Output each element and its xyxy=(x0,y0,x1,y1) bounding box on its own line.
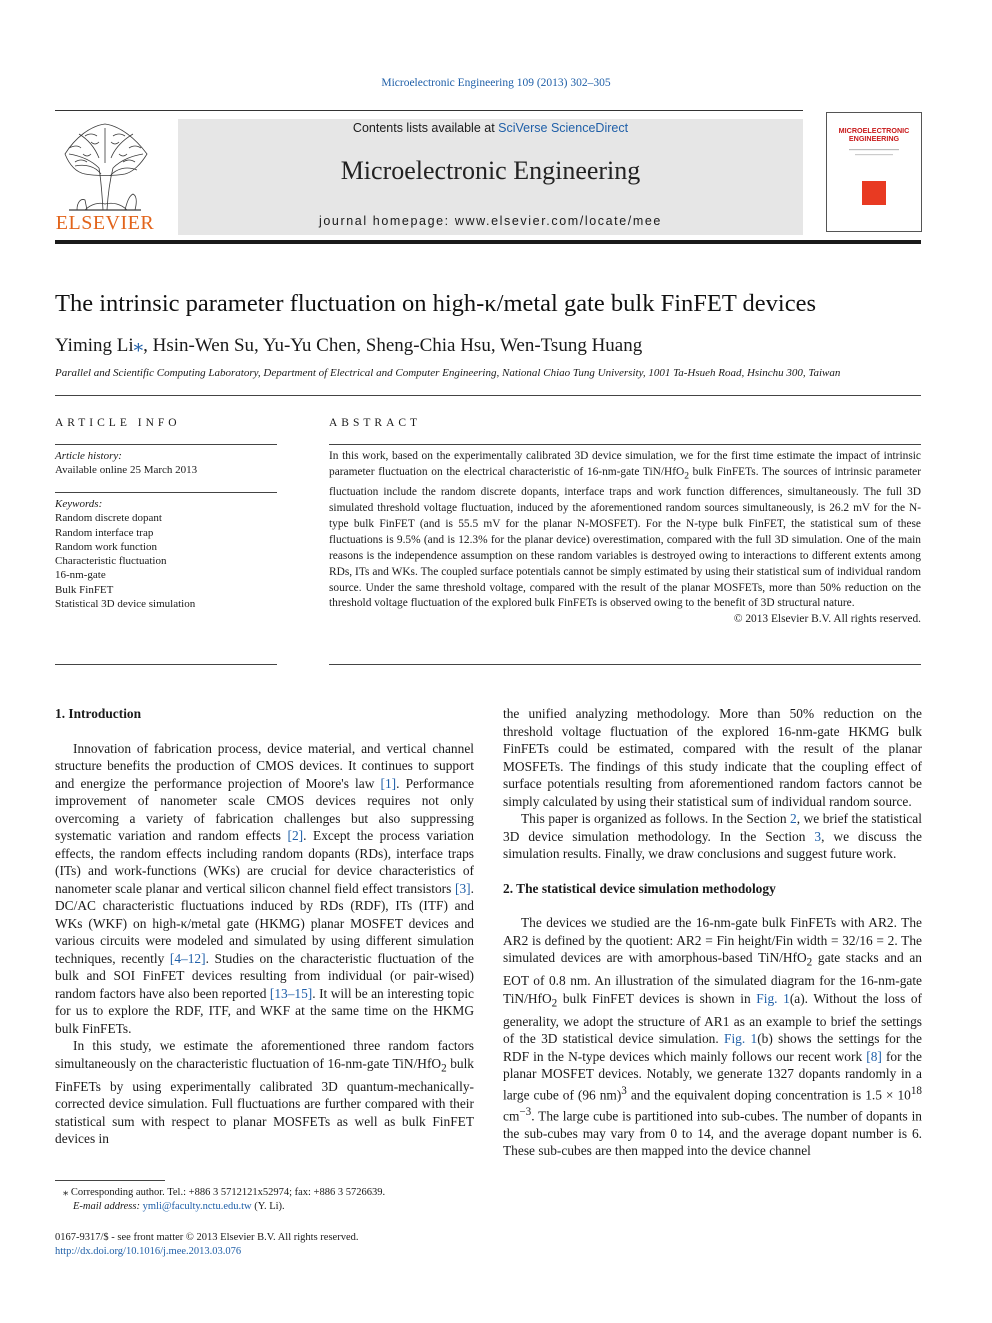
journal-cover-thumbnail xyxy=(826,112,922,232)
abstract-heading: ABSTRACT xyxy=(329,417,422,429)
homepage-prefix: journal homepage: xyxy=(319,214,455,228)
header-rule xyxy=(55,110,803,111)
cover-red-square xyxy=(862,181,886,205)
first-author: Yiming Li xyxy=(55,335,134,356)
keyword-item: Random work function xyxy=(55,540,158,553)
corresponding-author-mark[interactable]: ⁎ xyxy=(133,335,144,356)
intro-paragraph-2-cont: the unified analyzing methodology. More than 50% reduction on the threshold voltage fluctuation of the explored 16-nm-gate HKMG bulk FinFETs could be estimated, compared with the result of the planar MOSFETs. The findings of this study indicate that the coupling effect of surface potentials resulting from aforementioned random factors cannot be simply calculated by using their statistical sum of individual random source. xyxy=(503,706,922,809)
article-info-rule xyxy=(55,444,277,445)
section-2-heading: 2. The statistical device simulation methodology xyxy=(503,880,776,896)
journal-citation[interactable]: Microelectronic Engineering 109 (2013) 302–305 xyxy=(381,77,611,89)
intro-paragraph-3: This paper is organized as follows. In the Section 2, we brief the statistical 3D device simulation methodology. In the Section 3, we discuss the simulation results. Finally, we draw conclusions and suggest future work. xyxy=(503,811,922,861)
author-list xyxy=(55,334,642,357)
elsevier-wordmark: ELSEVIER xyxy=(55,212,155,234)
issn-block xyxy=(55,1231,358,1259)
homepage-url[interactable]: www.elsevier.com/locate/mee xyxy=(454,214,662,228)
intro-paragraph-2: In this study, we estimate the aforementioned three random factors simultaneously on the characteristic fluctuation of 16-nm-gate TiN/HfO$_2$ bulk FinFETs by using experimentally calibrated 3D quantum-mechanically-corrected device simulation. Full fluctuations are further compared with their statistical sum with respect to planar MOSFETs as well as bulk FinFET devices in xyxy=(55,1038,474,1147)
keyword-item: Random discrete dopant xyxy=(55,512,162,525)
issn-line: 0167-9317/$ - see front matter © 2013 Elsevier B.V. All rights reserved. xyxy=(55,1232,359,1243)
footnote-rule xyxy=(55,1180,165,1181)
citation-link[interactable]: [13–15] xyxy=(269,985,313,1001)
keyword-item: 16-nm-gate xyxy=(55,569,106,582)
journal-homepage xyxy=(178,214,803,228)
abstract-text: In this work, based on the experimentally calibrated 3D device simulation, we for the first time estimate the impact of intrinsic parameter fluctuation on the electrical characteristic of 16-nm-gate TiN/HfO$_2$ bulk FinFETs. The sources of intrinsic parameter fluctuation include the random discrete dopants, interface traps and work function differences, simultaneously. The full 3D simulated threshold voltage fluctuation, induced by the aforementioned random sources simultaneously, is 26.2 mV for the N-type bulk FinFET (and is 55.5 mV for the planar N-MOSFET). For the N-type bulk FinFET, the statistical sum of these fluctuations is 9.5% (and is 12.3% for the planar device) overestimation, compared with the full 3D simulation. One of the main reasons is the independence assumption on these random variables is destroyed owing to interactions to different extents among RDs, ITs and WKs. The coupled surface potentials cannot be simply estimated by using their statistical sum of individual random source. Under the same threshold voltage, compared with the result of the planar MOSFETs, more than 50% reduction on the threshold voltage fluctuation of the explored bulk FinFETs is observed owing to the benefit of 3D structural nature. © 2013 Elsevier B.V. All rights reserved. xyxy=(329,449,921,628)
contents-line xyxy=(178,121,803,135)
citation-link[interactable]: [2] xyxy=(287,828,304,843)
email-suffix: (Y. Li). xyxy=(251,1201,285,1212)
body-right-column xyxy=(503,705,922,1160)
citation-link[interactable]: [1] xyxy=(380,775,397,791)
footnote-corresponding: Corresponding author. Tel.: +886 3 5712121x52974; fax: +886 3 5726639. xyxy=(68,1187,386,1198)
section-link[interactable]: 3 xyxy=(814,828,822,844)
keyword-item: Bulk FinFET xyxy=(55,583,114,596)
citation-link[interactable]: [3] xyxy=(455,880,471,896)
keywords-rule xyxy=(55,492,277,493)
history-value: Available online 25 March 2013 xyxy=(55,464,198,477)
keyword-item: Statistical 3D device simulation xyxy=(55,598,196,611)
affiliation-rule xyxy=(55,395,921,396)
contents-prefix: Contents lists available at xyxy=(352,121,499,135)
intro-paragraph-1: Innovation of fabrication process, device material, and vertical channel structure benefits the production of CMOS devices. It continues to support and energize the performance projection of Moore's law [1]. Performance improvement of nanometer scale CMOS devices requires not only overcoming a variety of fabrication challenges but also suppressing systematic variation and random effects [2]. Except the process variation effects, the random effects including random dopants (RDs), interface traps (ITs) and work-functions (WKs) are crucial for device characteristics of nanometer scale planar and vertical silicon channel field effect transistors [3]. DC/AC characteristic fluctuations induced by RDs (RDF), ITs (ITF) and WKs (WKF) on high-κ/metal gate (HKMG) planar MOSFET devices and various circuits were modeled and simulated by using different simulation techniques, recently [4–12]. Studies on the characteristic fluctuation of the bulk and SOI FinFET devices resulting from individual (or pair-wised) random factors have also been reported [13–15]. It will be an interesting topic for us to explore the RDF, ITF, and WKF at the same time on the HKMG bulk FinFETs. xyxy=(55,740,474,1036)
body-left-column xyxy=(55,705,474,1148)
abstract-rule xyxy=(329,444,921,445)
sciencedirect-link[interactable]: SciVerse ScienceDirect xyxy=(498,121,629,135)
keywords-block xyxy=(55,497,277,611)
article-title: The intrinsic parameter fluctuation on high-κ/metal gate bulk FinFET devices xyxy=(55,290,816,317)
footnote-star: ⁎ xyxy=(63,1187,69,1198)
article-info-bottom-rule xyxy=(55,664,277,665)
section-1-heading: 1. Introduction xyxy=(55,706,142,721)
journal-name: Microelectronic Engineering xyxy=(340,156,641,185)
citation-link[interactable]: [8] xyxy=(866,1048,882,1064)
corresponding-footnote xyxy=(55,1186,474,1214)
citation-link[interactable]: [4–12] xyxy=(169,950,206,966)
section-link[interactable]: 2 xyxy=(790,811,797,826)
doi-link[interactable]: http://dx.doi.org/10.1016/j.mee.2013.03.076 xyxy=(55,1246,242,1257)
email-link[interactable]: ymli@faculty.nctu.edu.tw xyxy=(142,1201,252,1212)
figure-link[interactable]: Fig. 1 xyxy=(756,990,790,1006)
history-label: Article history: xyxy=(55,450,122,462)
figure-link[interactable]: Fig. 1 xyxy=(724,1031,758,1047)
cover-text-lines xyxy=(839,147,909,167)
cover-title: MICROELECTRONIC ENGINEERING xyxy=(838,126,910,143)
article-info-heading: ARTICLE INFO xyxy=(55,417,181,429)
other-authors: , Hsin-Wen Su, Yu-Yu Chen, Sheng-Chia Hsu, Wen-Tsung Huang xyxy=(143,335,643,356)
affiliation: Parallel and Scientific Computing Laboratory, Department of Electrical and Computer Engineering, National Chiao Tung University, 1001 Ta-Hsueh Road, Hsinchu 300, Taiwan xyxy=(55,367,841,379)
keyword-item: Characteristic fluctuation xyxy=(55,555,167,568)
email-label: E-mail address: xyxy=(73,1201,140,1212)
keyword-item: Random interface trap xyxy=(55,526,154,539)
header-thick-rule xyxy=(55,240,921,244)
article-history xyxy=(55,449,277,478)
methodology-paragraph-1: The devices we studied are the 16-nm-gate bulk FinFETs with AR2. The AR2 is defined by the quotient: AR2 = Fin height/Fin width = 32/16 = 2. The simulated devices are with amorphous-based TiN/HfO$_2$ gate stacks and an EOT of 0.8 nm. An illustration of the simulated diagram for the 16-nm-gate TiN/HfO$_2$ bulk FinFET devices is shown in Fig. 1(a). Without the loss of generality, we adopt the structure of AR1 as an example to brief the settings of the 3D statistical device simulation. Fig. 1(b) shows the settings for the RDF in the N-type devices which mainly follows our recent work [8] for the planar MOSFET devices. Notably, we generate 1327 dopants randomly in a large cube of (96 nm)$^3$ and the equivalent doping concentration is $1.5 \times 10^{18}$ $cm^{-3}$. The large cube is partitioned into sub-cubes. The number of dopants in the sub-cubes may vary from 0 to 14, and the average dopant number is 6. These sub-cubes are then mapped into the device channel xyxy=(503,915,922,1159)
abstract-bottom-rule xyxy=(329,664,921,665)
keywords-label: Keywords: xyxy=(55,498,103,510)
abstract-copyright: © 2013 Elsevier B.V. All rights reserved. xyxy=(733,613,921,626)
